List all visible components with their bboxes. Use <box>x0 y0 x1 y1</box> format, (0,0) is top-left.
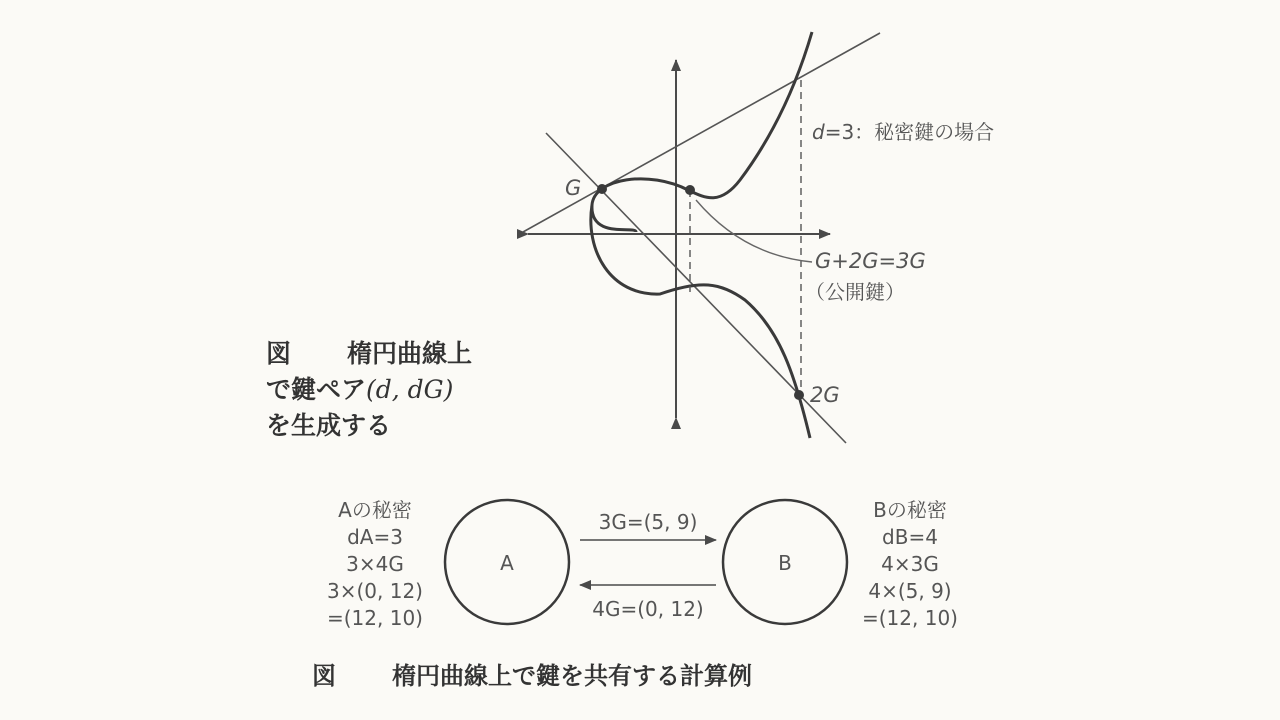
figure2-caption <box>312 656 752 691</box>
a-line-1: dA=3 <box>347 525 403 549</box>
a-line-3: 3×(0, 12) <box>327 579 423 603</box>
b-line-1: dB=4 <box>882 525 938 549</box>
figure1-fig-label: 図 <box>266 339 292 368</box>
node-b-label: B <box>778 551 792 575</box>
label-g: G <box>565 176 582 200</box>
label-d-case: d=3：秘密鍵の場合 <box>812 120 995 144</box>
figure1-line2a: で鍵ペア <box>266 375 367 404</box>
b-line-0: Bの秘密 <box>873 498 947 522</box>
point-3g <box>685 185 695 195</box>
b-line-4: =(12, 10) <box>862 606 958 630</box>
b-line-3: 4×(5, 9) <box>868 579 952 603</box>
a-line-0: Aの秘密 <box>338 498 412 522</box>
figure1-line2b: (d, dG) <box>366 375 454 404</box>
label-2g: 2G <box>810 383 840 407</box>
figure2-fig-label: 図 <box>312 662 336 690</box>
figure1-line1: 楕円曲線上 <box>347 339 473 368</box>
b-line-2: 4×3G <box>881 552 939 576</box>
node-a-secret-info <box>300 497 450 632</box>
figure1-caption <box>266 336 472 444</box>
leader-line-sum <box>696 200 812 262</box>
arrow-top-label: 3G=(5, 9) <box>598 510 698 534</box>
point-2g <box>794 390 804 400</box>
arrow-bottom-label: 4G=(0, 12) <box>592 597 704 621</box>
a-line-4: =(12, 10) <box>327 606 423 630</box>
point-g <box>597 184 607 194</box>
figure1-line3: を生成する <box>266 411 392 440</box>
elliptic-curve-lower-branch <box>591 205 810 438</box>
node-b-secret-info <box>840 497 980 632</box>
a-line-2: 3×4G <box>346 552 404 576</box>
figure2-text: 楕円曲線上で鍵を共有する計算例 <box>392 662 752 690</box>
label-public-key: （公開鍵） <box>805 280 905 304</box>
node-a-label: A <box>500 551 514 575</box>
label-sum: G+2G=3G <box>815 249 926 273</box>
